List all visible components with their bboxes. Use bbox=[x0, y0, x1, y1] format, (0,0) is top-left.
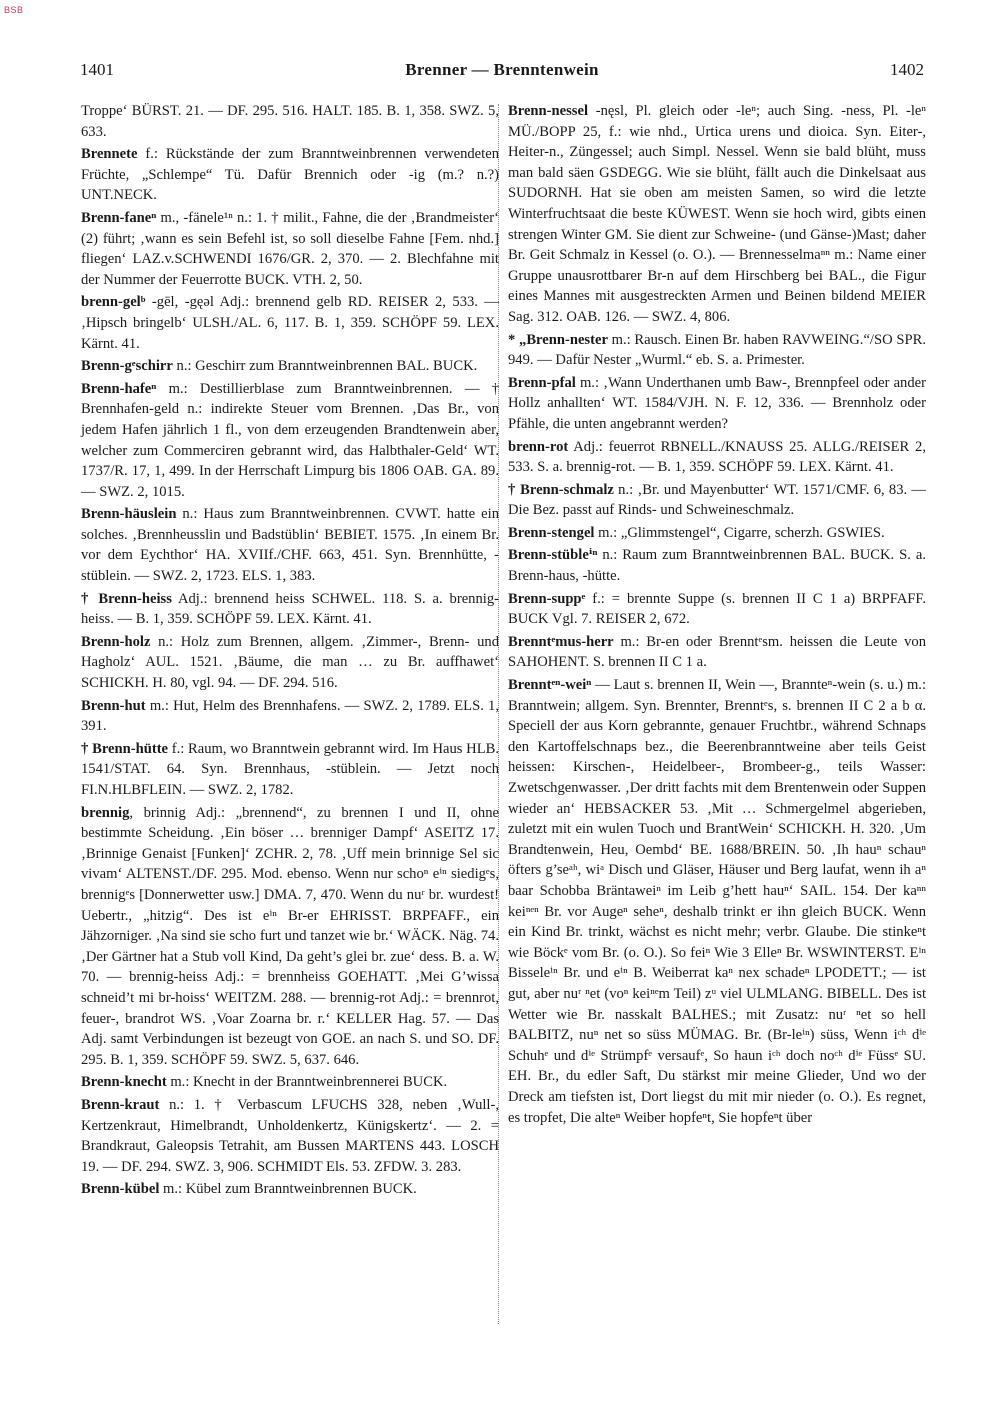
dictionary-entry bbox=[81, 504, 499, 586]
running-title: Brenner — Brenntenwein bbox=[405, 60, 599, 79]
dictionary-entry bbox=[81, 803, 499, 1071]
dictionary-entry bbox=[81, 1179, 499, 1200]
entry-text: n.: Raum zum Branntweinbrennen BAL. BUCK. S. a. Brenn-haus, -hütte. bbox=[508, 547, 926, 585]
entry-text: m.: Rausch. Einen Br. haben RAVWEING.“/SO SPR. 949. — Dafür Nester „Wurml.“ eb. S. a. Primester. bbox=[508, 331, 926, 369]
entry-headword: Brenn-häuslein bbox=[81, 506, 177, 523]
entry-headword: Brenntᵉⁿ-weiⁿ bbox=[508, 677, 592, 694]
entry-headword: Brenn-hut bbox=[81, 697, 146, 714]
entry-headword: Brenn-knecht bbox=[81, 1074, 167, 1091]
dictionary-entry bbox=[81, 1095, 499, 1177]
entry-headword: Brenntᵉmus-herr bbox=[508, 633, 614, 650]
entry-headword: Brenn-kübel bbox=[81, 1181, 160, 1198]
dictionary-entry bbox=[508, 330, 926, 371]
entry-text: -nęsl, Pl. gleich oder -leⁿ; auch Sing. -ness, Pl. -leⁿ MÜ./BOPP 25, f.: wie nhd., Urtica urens und dioica. Syn. Eiter-, Heiter-n., Züngessel; auch Simpl. Nessel. Wenn sie bald blüht, muss man bald säen GSDEGG. Wie sie blüht, fällt auch die Dinkelsaat aus SUDORNH. Hat sie oben am meisten Samen, so wird die letzte Winterfruchtsaat die beste KÜWEST. Wenn sie hoch wird, gibts einen strengen Winter GM. Sie dient zur Schweine- (und Gänse-)Mast; daher Br. Geit Schmalz in Kessel (o. O.). — Brennesselmaⁿⁿ m.: Name einer Gruppe unausrottbarer Br-n auf dem Hirschberg bei BAL., die Figur eines Mannes mit ausgestreckten Armen und Beinen bildend MEIER Sag. 312. OAB. 126. — SWZ. 4, 806. bbox=[508, 103, 926, 325]
page-number-right: 1402 bbox=[890, 60, 924, 79]
entry-text: n.: Haus zum Branntweinbrennen. CVWT. hatte ein solches. ‚Brennheusslin und Badstüblin‘ BEBIET. 1575. ‚In einem Br. vor dem Eychthor‘ HA. XVIIf./CHF. 663, 451. Syn. Brennhütte, -stüblein. — SWZ. 2, 1723. ELS. 1, 383. bbox=[81, 506, 499, 585]
entry-text: n.: Geschirr zum Branntweinbrennen BAL. BUCK. bbox=[172, 358, 478, 375]
dictionary-entry bbox=[81, 1072, 499, 1093]
entry-text: m.: Destillierblase zum Branntweinbrennen. — † Brennhafen-geld n.: indirekte Steuer vom Brennen. ‚Das Br., von jedem Hafen jährlich 1 fl., von dem erzeugenden Brandtenwein aber, welcher zum Commerciren gebrannt wird, das Halbthaler-Geld‘ WT. 1737/R. 17, 1, 499. In der Herrschaft Limpurg bis 1806 OAB. GA. 89. — SWZ. 2, 1015. bbox=[81, 380, 499, 500]
entry-text: m.: Knecht in der Branntweinbrennerei BUCK. bbox=[166, 1074, 448, 1091]
dictionary-entry bbox=[508, 480, 926, 521]
entry-text: Troppe‘ BÜRST. 21. — DF. 295. 516. HALT. 185. B. 1, 358. SWZ. 5, 633. bbox=[81, 103, 499, 140]
entry-text: m.: Br-en oder Brenntᵉsm. heissen die Leute von SAHOHENT. S. brennen II C 1 a. bbox=[508, 633, 926, 671]
entry-text: n.: 1. † Verbascum LFUCHS 328, neben ‚Wull-, Kertzenkraut, Himelbrandt, Unholdenkertz, Künigskertz‘. — 2. = Brandkraut, Galeopsis Tetrahit, am Bussen MARTENS 443. LOSCH 19. — DF. 294. SWZ. 3, 906. SCHMIDT Els. 53. ZFDW. 3. 283. bbox=[81, 1096, 499, 1175]
entry-text: -gēl, -gęəl Adj.: brennend gelb RD. REISER 2, 533. — ‚Hipsch bringelb‘ ULSH./AL. 6, 117. B. 1, 359. SCHÖPF 59. LEX. Kärnt. 41. bbox=[81, 294, 499, 352]
entry-text: m.: Hut, Helm des Brennhafens. — SWZ. 2, 1789. ELS. 1, 391. bbox=[81, 697, 499, 735]
entry-headword: brenn-gelᵇ bbox=[81, 294, 146, 311]
right-column bbox=[508, 101, 926, 1130]
library-stamp: BSB bbox=[4, 5, 24, 15]
dictionary-entry bbox=[81, 144, 499, 206]
entry-headword: Brenn-holz bbox=[81, 633, 151, 650]
entry-text: Adj.: feuerrot RBNELL./KNAUSS 25. ALLG./REISER 2, 533. S. a. brennig-rot. — B. 1, 359. SCHÖPF 59. LEX. Kärnt. 41. bbox=[508, 438, 926, 476]
dictionary-entry bbox=[81, 379, 499, 503]
entry-headword: Brenn-stengel bbox=[508, 524, 595, 541]
entry-text: m.: „Glimmstengel“, Cigarre, scherzh. GSWIES. bbox=[594, 524, 885, 541]
entry-text: m.: ‚Wann Underthanen umb Baw-, Brennpfeel oder ander Hollz anhallten‘ WT. 1584/VJH. N. F. 12, 336. — Brennholz oder Pfähle, die unten angebrannt werden? bbox=[508, 374, 926, 432]
entry-text: m., -fänele¹ⁿ n.: 1. † milit., Fahne, die der ‚Brandmeister‘ (2) führt; ‚wann es sein Befehl ist, so soll dieselbe Fahne [Fem. nhd.] fliegen‘ LAZ.v.SCHWENDI 1676/GR. 2, 370. — 2. Blechfahne mit der Nummer der Feuerrotte BUCK. VTH. 2, 50. bbox=[81, 209, 499, 288]
entry-text: f.: = brennte Suppe (s. brennen II C 1 a) BRPFAFF. BUCK Vgl. 7. REISER 2, 672. bbox=[508, 590, 926, 628]
dictionary-entry bbox=[508, 523, 926, 544]
dictionary-entry bbox=[508, 545, 926, 586]
entry-text: f.: Raum, wo Branntwein gebrannt wird. Im Haus HLB. 1541/STAT. 64. Syn. Brennhaus, -stüblein. — Jetzt noch FI.N.HLBFLEIN. — SWZ. 2, 1782. bbox=[81, 740, 499, 798]
entry-text: m.: Kübel zum Branntweinbrennen BUCK. bbox=[159, 1181, 417, 1198]
dictionary-entry bbox=[81, 589, 499, 630]
entry-headword: Brenn-nessel bbox=[508, 103, 589, 119]
entry-headword: brenn-rot bbox=[508, 438, 569, 455]
entry-headword: Brenn-suppᵉ bbox=[508, 590, 586, 607]
dictionary-entry bbox=[508, 675, 926, 1128]
dictionary-entry bbox=[81, 356, 499, 377]
entry-text: n.: ‚Br. und Mayenbutter‘ WT. 1571/CMF. 6, 83. — Die Bez. passt auf Rinds- und Schweineschmalz. bbox=[508, 481, 926, 519]
dictionary-entry bbox=[81, 101, 499, 142]
dictionary-entry bbox=[508, 632, 926, 673]
entry-headword: Brenn-gᵉschirr bbox=[81, 358, 173, 375]
left-column bbox=[81, 101, 499, 1202]
entry-text: n.: Holz zum Brennen, allgem. ‚Zimmer-, Brenn- und Hagholz‘ AUL. 1521. ‚Bäume, die man … zu Br. auffhawet‘ SCHICKH. H. 80, vgl. 94. — DF. 294. 516. bbox=[81, 633, 499, 692]
dictionary-entry bbox=[81, 632, 499, 694]
entry-headword: † Brenn-heiss bbox=[81, 590, 172, 607]
entry-headword: Brennete bbox=[81, 146, 138, 163]
entry-headword: Brenn-pfal bbox=[508, 374, 576, 391]
page-header bbox=[80, 60, 924, 84]
dictionary-entry bbox=[81, 696, 499, 737]
dictionary-entry bbox=[81, 208, 499, 290]
dictionary-entry bbox=[508, 101, 926, 328]
entry-text: , brinnig Adj.: „brennend“, zu brennen I und II, ohne bestimmte Scheidung. ‚Ein böser … brenniger Dampf‘ ASEITZ 17. ‚Brinnige Genaist [Funken]‘ ZCHR. 2, 78. ‚Uff mein brinnige Sel sic vivam‘ ALTENST./DF. 295. Mod. ebenso. Wenn nur schoⁿ eⁱⁿ siedigᵉs, brennigᵉs [Donnerwetter usw.] DMA. 7, 470. Wenn du nuʳ br. wurdest! Uebertr., „hitzig“. Des ist eⁱⁿ Br-er EHRISST. BRPFAFF., ein Jähzorniger. ‚Na sind sie scho furt und tanzet wie br.‘ WÄCK. Näg. 74. ‚Der Gärtner hat a Stub voll Kind, Da geht’s glei br. zue‘ dess. B. a. W. 70. — brennig-heiss Adj.: = brennheiss GOEHATT. ‚Mei G’wissa schneid’t mi br-hoiss‘ WEITZM. 288. — brennig-rot Adj.: = brennrot, feuer-, brandrot WS. ‚Voar Zoarna br. r.‘ KELLER Hag. 57. — Das Adj. samt Verbindungen ist bezeugt von GOE. an nach S. und SO. DF. 295. B. 1, 359. SCHÖPF 59. SWZ. 5, 637. 646. bbox=[81, 804, 499, 1068]
entry-headword: Brenn-stübleⁱⁿ bbox=[508, 547, 598, 564]
entry-headword: * „Brenn-nester bbox=[508, 331, 608, 348]
entry-headword: † Brenn-hütte bbox=[81, 740, 169, 757]
entry-headword: Brenn-hafeⁿ bbox=[81, 380, 157, 397]
entry-text: f.: Rückstände der zum Branntweinbrennen verwendeten Früchte, „Schlempe“ Tü. Dafür Brennich oder -ig (m.? n.?) UNT.NECK. bbox=[81, 146, 499, 204]
entry-headword: Brenn-kraut bbox=[81, 1096, 160, 1113]
dictionary-entry bbox=[508, 589, 926, 630]
dictionary-entry bbox=[81, 739, 499, 801]
entry-headword: † Brenn-schmalz bbox=[508, 481, 614, 498]
dictionary-entry bbox=[508, 437, 926, 478]
entry-headword: brennig bbox=[81, 804, 130, 821]
entry-text: Adj.: brennend heiss SCHWEL. 118. S. a. brennig-heiss. — B. 1, 359. SCHÖPF 59. LEX. Kärnt. 41. bbox=[81, 590, 499, 628]
dictionary-entry bbox=[508, 373, 926, 435]
entry-text: — Laut s. brennen II, Wein —, Brannteⁿ-wein (s. u.) m.: Branntwein; allgem. Syn. Brennter, Brenntᵉs, s. brennen II C 2 a b α. Speciell der aus Korn gebrannte, genauer Fruchtbr., während Schnaps den Kartoffelschnaps bez., die Beerenbranntweine aber teils Geist heissen: Kirschen-, Heidelbeer-, Brombeer-g., teils Wasser: Zwetschgenwasser. ‚Der dritt fachts mit dem Brentenwein oder Suppen wieder an‘ HEBSACKER 53. ‚Mit … Schmergelmel abgerieben, zuletzt mit ein wulen Tuoch und BrantWein‘ SCHICKH. H. 320. ‚Um Brandtenwein, Heu, Oembd‘ BE. 1688/BREIN. 50. ‚Ih hauⁿ schauⁿ öfters g’seᵃʰ, wiᵃ Disch und Gläser, Häuser und Berg laufat, wenn ih aⁿ baar Schobba Bräntaweiⁿ im Leib g’hett hauⁿ‘ SAIL. 154. Der kaⁿⁿ keiⁿᵉⁿ Br. vor Augeⁿ seheⁿ, deshalb trinkt er ihn gleich BUCK. Wenn ein Kind Br. trinkt, wächst es nicht mehr; verbr. Glaube. Die stinkeⁿt wie Böckᵉ vom Br. (o. O.). So feiⁿ Wie 3 Elleⁿ Br. WSWINTERST. Eⁱⁿ Bisseleⁱⁿ Br. und eⁱⁿ B. Weiberrat kaⁿ nex schadeⁿ LPODETT.; — ist gut, aber nuʳ ⁿet (voⁿ keiⁿᵉm Teil) zᵘ viel ULMLANG. BIBELL. Des ist Wetter wie Br. nasskalt BALHES.; mit Zusatz: nuʳ ⁿet so hell BALBITZ, nuⁿ net so süss MÜMAG. Br. (Br-leⁱⁿ) süss, Wenn iᶜʰ dⁱᵉ Schuhᵉ und dⁱᵉ Strümpfᵉ versaufᵉ, So haun iᶜʰ doch noᶜʰ dⁱᵉ Füssᵉ SU. EH. Br., du edler Saft, Du stärkst mir meine Glieder, Und wo der Dreck am tiefsten ist, Dort liegst du mit mir nieder (o. O.). Es regnet, es tropfet, Die alteⁿ Weiber hopfeⁿt, Sie hopfeⁿt über bbox=[508, 677, 926, 1126]
page-number-left: 1401 bbox=[80, 60, 114, 79]
entry-headword: Brenn-faneⁿ bbox=[81, 209, 157, 226]
dictionary-entry bbox=[81, 292, 499, 354]
